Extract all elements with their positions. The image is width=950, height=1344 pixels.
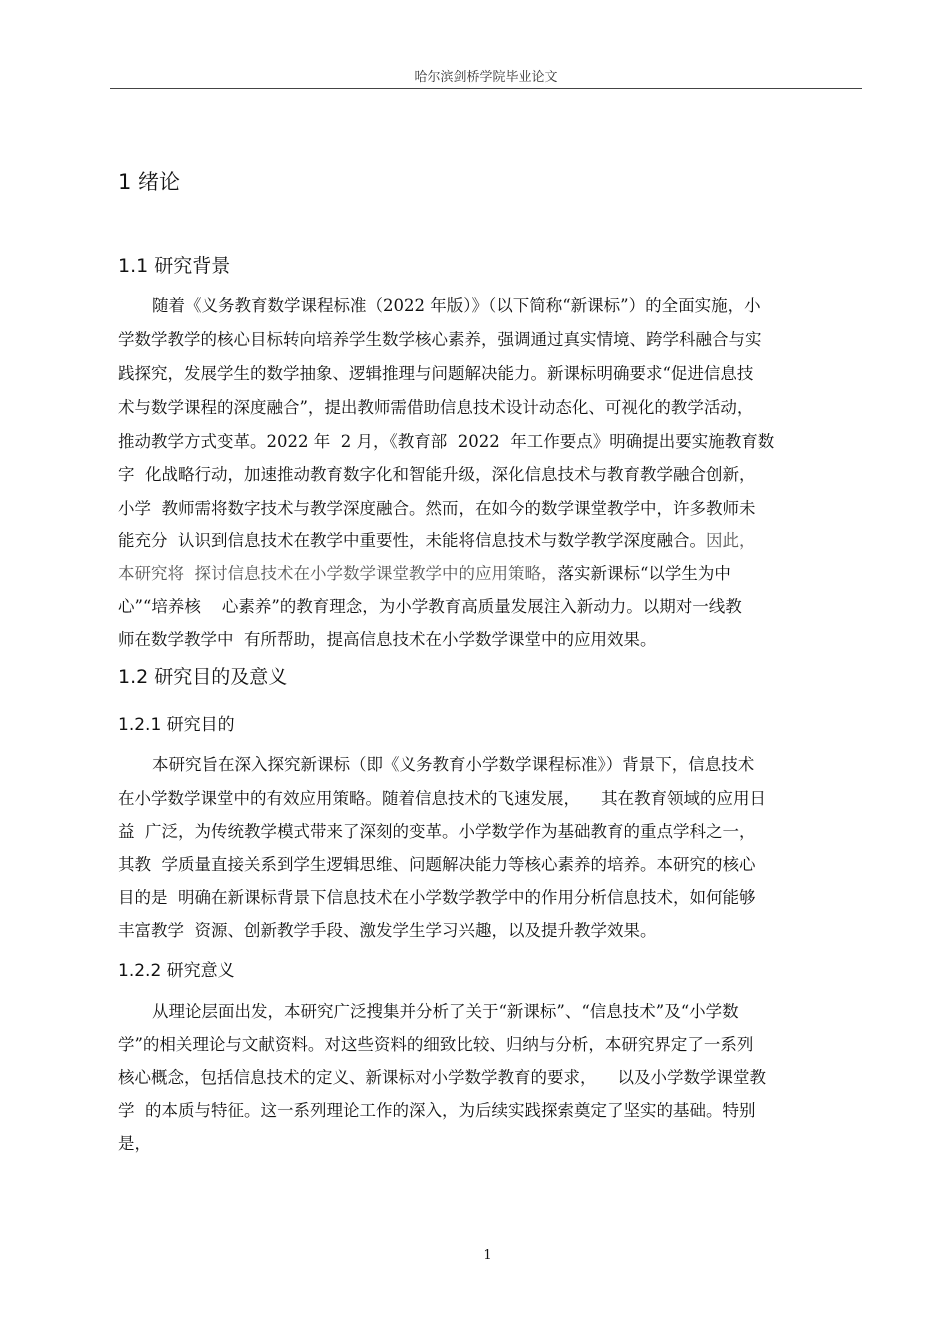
paragraph-line: 益 广泛，为传统教学模式带来了深刻的变革。小学数学作为基础教育的重点学科之一，: [118, 822, 756, 841]
paragraph-text: 本研究将 探讨信息技术在小学数学课堂教学中的应用策略，: [118, 564, 558, 583]
paragraph-line: 本研究旨在深入探究新课标（即《义务教育小学数学课程标准》）背景下，信息技术: [152, 755, 755, 774]
paragraph-line: 丰富教学 资源、创新教学手段、激发学生学习兴趣，以及提升教学效果。: [118, 921, 657, 940]
paragraph-line: 目的是 明确在新课标背景下信息技术在小学数学教学中的作用分析信息技术，如何能够: [118, 888, 756, 907]
paragraph-line: 其教 学质量直接关系到学生逻辑思维、问题解决能力等核心素养的培养。本研究的核心: [118, 855, 756, 874]
page-header: 哈尔滨剑桥学院毕业论文: [414, 70, 558, 85]
paragraph-text: 落实新课标“以学生为中: [557, 564, 731, 583]
paragraph-text: 能充分 认识到信息技术在教学中重要性，未能将信息技术与数学教学深度融合。: [118, 531, 706, 550]
paragraph-line: 推动教学方式变革。2022 年 2 月，《教育部 2022 年工作要点》明确提出要实施教育数: [118, 432, 775, 451]
subsection-heading-1-2-1: 1.2.1 研究目的: [118, 715, 235, 735]
paragraph-line: 从理论层面出发，本研究广泛搜集并分析了关于“新课标”、“信息技术”及“小学数: [152, 1002, 739, 1021]
paragraph-line: 学 的本质与特征。这一系列理论工作的深入，为后续实践探索奠定了坚实的基础。特别: [118, 1101, 756, 1120]
section-heading-1-2: 1.2 研究目的及意义: [118, 666, 288, 688]
chapter-title: 1 绪论: [118, 170, 181, 194]
paragraph-line: 核心概念，包括信息技术的定义、新课标对小学数学教育的要求， 以及小学数学课堂教: [118, 1068, 766, 1087]
paragraph-line: 在小学数学课堂中的有效应用策略。随着信息技术的飞速发展， 其在教育领域的应用日: [118, 789, 766, 808]
paragraph-text: 因此，: [706, 531, 756, 550]
paragraph-line: 小学 教师需将数字技术与教学深度融合。然而，在如今的数学课堂教学中，许多教师未: [118, 499, 756, 518]
subsection-heading-1-2-2: 1.2.2 研究意义: [118, 961, 235, 981]
paragraph-line: 学”的相关理论与文献资料。对这些资料的细致比较、归纳与分析，本研究界定了一系列: [118, 1035, 754, 1054]
paragraph-line: 师在数学教学中 有所帮助，提高信息技术在小学数学课堂中的应用效果。: [118, 630, 657, 649]
paragraph-line: 术与数学课程的深度融合”，提出教师需借助信息技术设计动态化、可视化的教学活动，: [118, 398, 754, 417]
header-rule: [110, 88, 862, 89]
paragraph-line: [118, 531, 756, 551]
paragraph-line: 践探究，发展学生的数学抽象、逻辑推理与问题解决能力。新课标明确要求“促进信息技: [118, 364, 754, 383]
paragraph-line: 随着《义务教育数学课程标准（2022 年版）》（以下简称“新课标”）的全面实施，小: [152, 296, 761, 315]
page-number: 1: [483, 1248, 492, 1263]
section-heading-1-1: 1.1 研究背景: [118, 255, 231, 277]
paragraph-line: [118, 564, 731, 584]
paragraph-line: 心”“培养核 心素养”的教育理念，为小学教育高质量发展注入新动力。以期对一线教: [118, 597, 742, 616]
paragraph-line: 学数学教学的核心目标转向培养学生数学核心素养，强调通过真实情境、跨学科融合与实: [118, 330, 762, 349]
paragraph-line: 字 化战略行动，加速推动教育数字化和智能升级，深化信息技术与教育教学融合创新，: [118, 465, 756, 484]
paragraph-line: 是，: [118, 1134, 151, 1153]
